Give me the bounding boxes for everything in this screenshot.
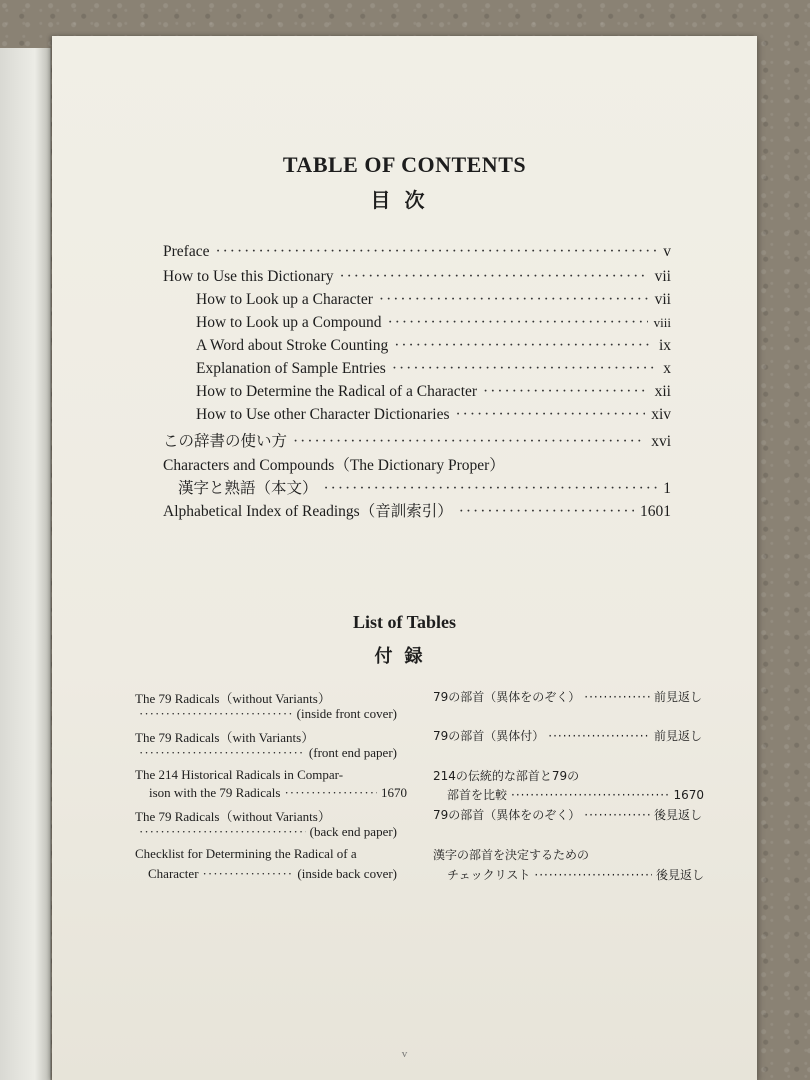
page-number: v	[401, 1048, 408, 1060]
table-jp-entry-5-line1: 漢字の部首を決定するための	[433, 848, 590, 862]
list-of-tables-title-japanese: 付録	[374, 646, 435, 667]
table-jp-entry-3-line1: 214の伝統的な部首と79の	[433, 769, 580, 783]
table-jp-entry-3-line2: 部首を比較 ····· 1670	[447, 786, 704, 804]
toc-entry-index-of-readings: Alphabetical Index of Readings（音訓索引） ····· 1601	[163, 499, 671, 521]
table-entry-3-line1: The 214 Historical Radicals in Compar-	[135, 767, 344, 782]
table-entry-1-line2: ····· (inside front cover)	[135, 706, 397, 724]
toc-entry-stroke-counting: A Word about Stroke Counting ····· ix	[196, 337, 671, 359]
table-entry-5-line2: Character ····· (inside back cover)	[148, 866, 397, 884]
page-title: TABLE OF CONTENTS	[282, 152, 527, 177]
book-page	[52, 36, 757, 1080]
toc-entry-sample-entries: Explanation of Sample Entries ····· x	[196, 360, 671, 382]
table-entry-5-line1: Checklist for Determining the Radical of a	[135, 846, 357, 861]
table-entry-4-line1: The 79 Radicals（without Variants）	[135, 809, 331, 824]
toc-entry-dictionary-proper: Characters and Compounds（The Dictionary Proper）	[163, 457, 505, 474]
toc-entry-look-up-character: How to Look up a Character ····· vii	[196, 291, 671, 313]
list-of-tables-title: List of Tables	[352, 612, 457, 632]
toc-entry-preface: Preface ····· v	[163, 243, 671, 265]
toc-entry-how-to-use: How to Use this Dictionary ····· vii	[163, 268, 671, 290]
left-page-edge	[0, 48, 51, 1080]
toc-entry-determine-radical: How to Determine the Radical of a Character ····· xii	[196, 383, 671, 405]
table-entry-3-line2: ison with the 79 Radicals ····· 1670	[149, 785, 407, 803]
table-jp-entry-2: 79の部首（異体付） ····· 前見返し	[433, 727, 702, 745]
table-jp-entry-4: 79の部首（異体をのぞく） ····· 後見返し	[433, 806, 702, 824]
table-jp-entry-1: 79の部首（異体をのぞく） ····· 前見返し	[433, 688, 702, 706]
toc-entry-look-up-compound: How to Look up a Compound ····· viii	[196, 314, 671, 336]
toc-entry-kanji-jukugo: 漢字と熟語（本文） ····· 1	[178, 476, 671, 498]
toc-entry-other-dictionaries: How to Use other Character Dictionaries ····· xiv	[196, 406, 671, 428]
table-jp-entry-5-line2: チェックリスト ····· 後見返し	[447, 866, 704, 884]
table-entry-2-line2: ····· (front end paper)	[135, 745, 397, 763]
page-title-japanese: 目次	[370, 188, 439, 212]
table-entry-2-line1: The 79 Radicals（with Variants）	[135, 730, 315, 745]
table-entry-1-line1: The 79 Radicals（without Variants）	[135, 691, 331, 706]
toc-entry-japanese-guide: この辞書の使い方 ····· xvi	[163, 429, 671, 451]
table-entry-4-line2: ····· (back end paper)	[135, 824, 397, 842]
